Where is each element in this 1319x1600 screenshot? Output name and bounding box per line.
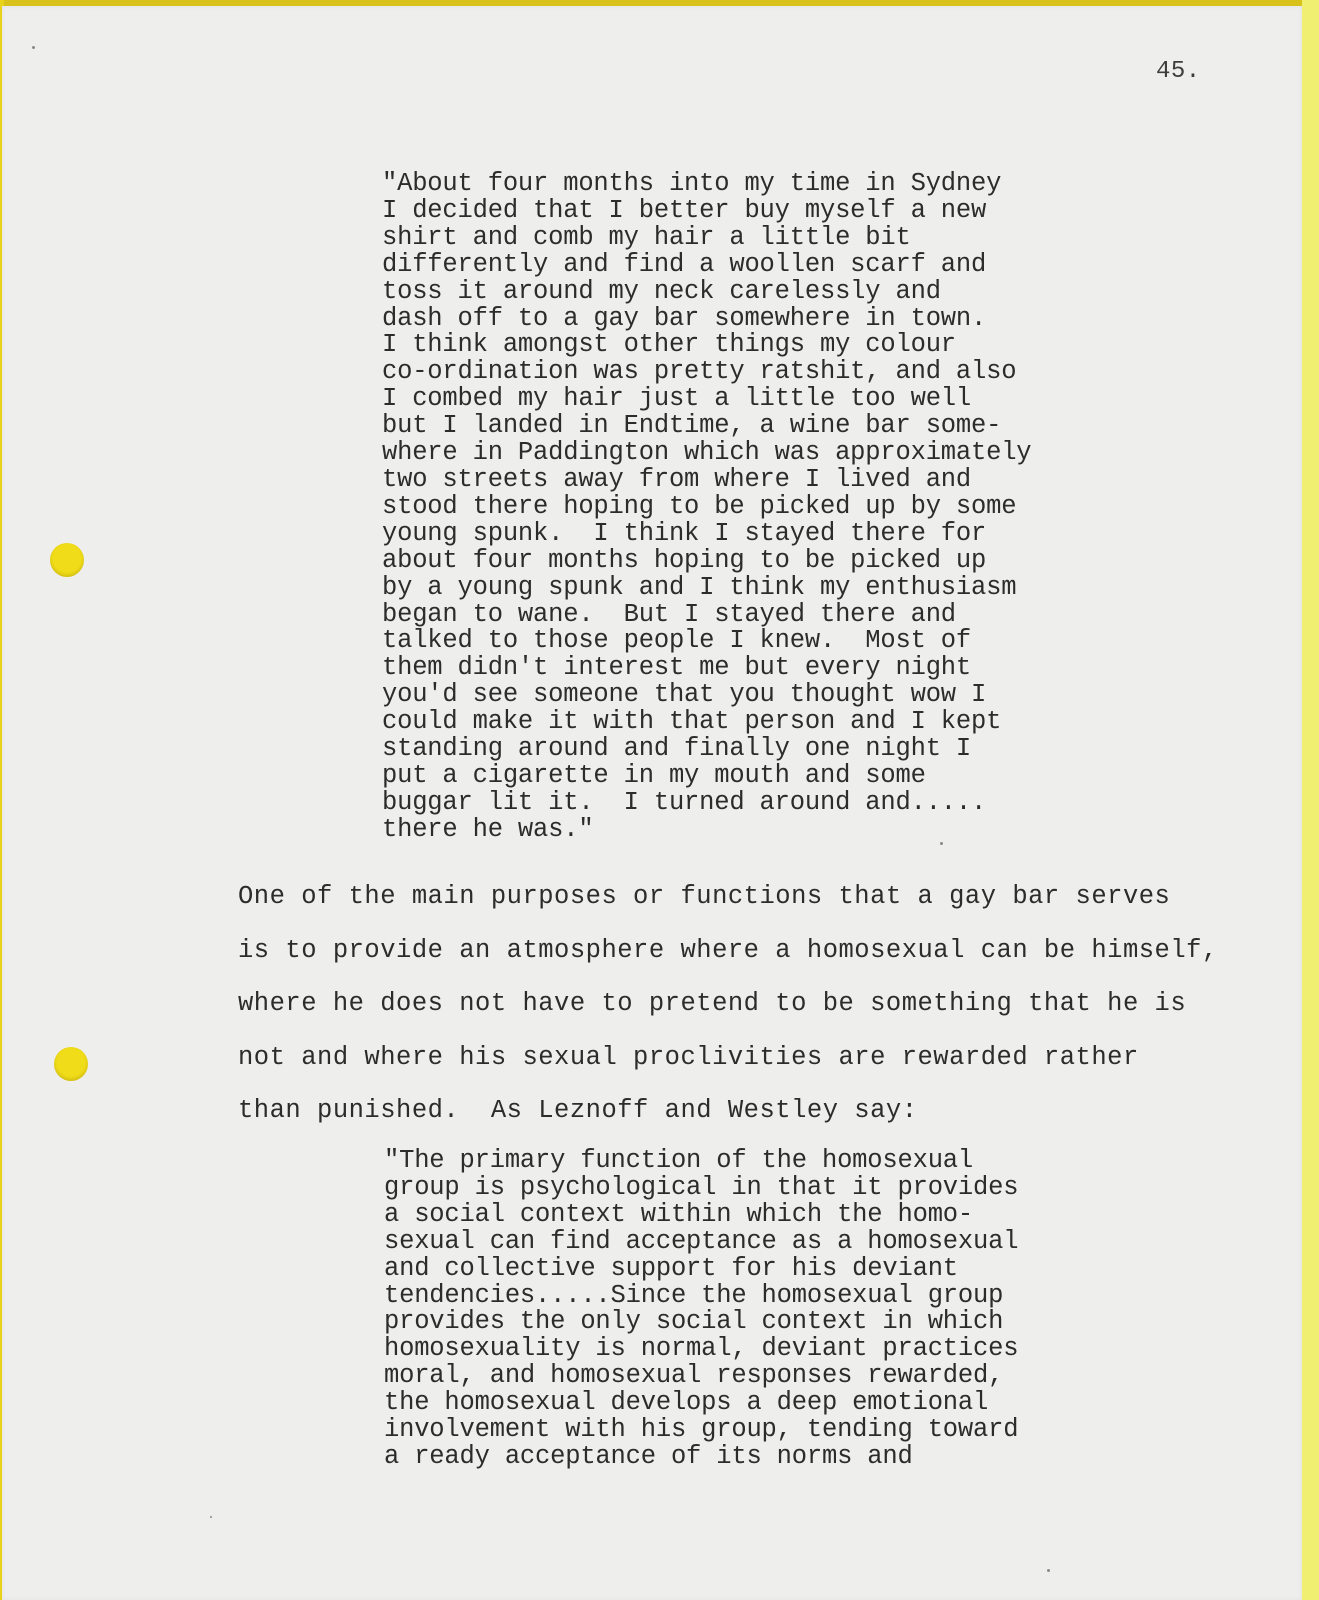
text-line: where in Paddington which was approximately bbox=[382, 438, 1032, 468]
text-line: moral, and homosexual responses rewarded, bbox=[384, 1361, 1004, 1391]
text-line: involvement with his group, tending toward bbox=[384, 1415, 1019, 1445]
text-line: buggar lit it. I turned around and..... bbox=[382, 787, 987, 817]
text-line: group is psychological in that it provides bbox=[384, 1172, 1019, 1202]
text-line: One of the main purposes or functions that a gay bar serves bbox=[238, 882, 1171, 911]
text-line: not and where his sexual proclivities are rewarded rather bbox=[238, 1042, 1139, 1072]
punch-hole-upper bbox=[50, 543, 84, 577]
text-line: tendencies.....Since the homosexual group bbox=[384, 1280, 1004, 1310]
text-line: sexual can find acceptance as a homosexual bbox=[384, 1226, 1019, 1256]
text-line: a social context within which the homo- bbox=[384, 1199, 973, 1229]
punch-hole-lower bbox=[54, 1047, 88, 1081]
text-line: I decided that I better buy myself a new bbox=[382, 195, 987, 225]
text-line: you'd see someone that you thought wow I bbox=[382, 680, 987, 710]
text-line: them didn't interest me but every night bbox=[382, 653, 971, 683]
text-line: "The primary function of the homosexual bbox=[384, 1146, 973, 1175]
text-line: co-ordination was pretty ratshit, and also bbox=[382, 357, 1017, 387]
text-line: a ready acceptance of its norms and bbox=[384, 1441, 913, 1471]
text-line: toss it around my neck carelessly and bbox=[382, 276, 941, 306]
text-line: I think amongst other things my colour bbox=[382, 330, 956, 360]
text-line: where he does not have to pretend to be something that he is bbox=[238, 989, 1187, 1019]
text-line: talked to those people I knew. Most of bbox=[382, 626, 971, 656]
block-quote-interview bbox=[382, 171, 1031, 844]
paper-speck bbox=[1047, 1569, 1050, 1572]
text-line: shirt and comb my hair a little bit bbox=[382, 222, 911, 252]
paper-speck bbox=[32, 46, 35, 49]
text-line: differently and find a woollen scarf and bbox=[382, 249, 987, 279]
text-line: two streets away from where I lived and bbox=[382, 464, 971, 494]
text-line: the homosexual develops a deep emotional bbox=[384, 1388, 989, 1418]
paper-speck bbox=[210, 1516, 212, 1518]
text-line: "About four months into my time in Sydney bbox=[382, 169, 1002, 198]
text-line: provides the only social context in which bbox=[384, 1307, 1004, 1337]
text-line: homosexuality is normal, deviant practices bbox=[384, 1334, 1019, 1364]
text-line: standing around and finally one night I bbox=[382, 734, 971, 764]
text-line: about four months hoping to be picked up bbox=[382, 545, 987, 575]
text-line: and collective support for his deviant bbox=[384, 1253, 958, 1283]
text-line: began to wane. But I stayed there and bbox=[382, 599, 956, 629]
text-line: than punished. As Leznoff and Westley say: bbox=[238, 1096, 918, 1126]
text-line: there he was." bbox=[382, 814, 594, 844]
body-paragraph bbox=[238, 870, 1218, 1138]
text-line: put a cigarette in my mouth and some bbox=[382, 760, 926, 790]
text-line: dash off to a gay bar somewhere in town. bbox=[382, 303, 987, 333]
text-line: is to provide an atmosphere where a homosexual can be himself, bbox=[238, 935, 1218, 965]
text-line: could make it with that person and I kept bbox=[382, 707, 1002, 737]
page-number: 45. bbox=[1156, 58, 1201, 85]
text-line: but I landed in Endtime, a wine bar some- bbox=[382, 411, 1002, 441]
text-line: young spunk. I think I stayed there for bbox=[382, 518, 987, 548]
binder-right-edge bbox=[1302, 0, 1319, 1600]
block-quote-leznoff-westley bbox=[384, 1148, 1018, 1471]
text-line: I combed my hair just a little too well bbox=[382, 384, 971, 414]
text-line: stood there hoping to be picked up by some bbox=[382, 491, 1017, 521]
text-line: by a young spunk and I think my enthusiasm bbox=[382, 572, 1017, 602]
